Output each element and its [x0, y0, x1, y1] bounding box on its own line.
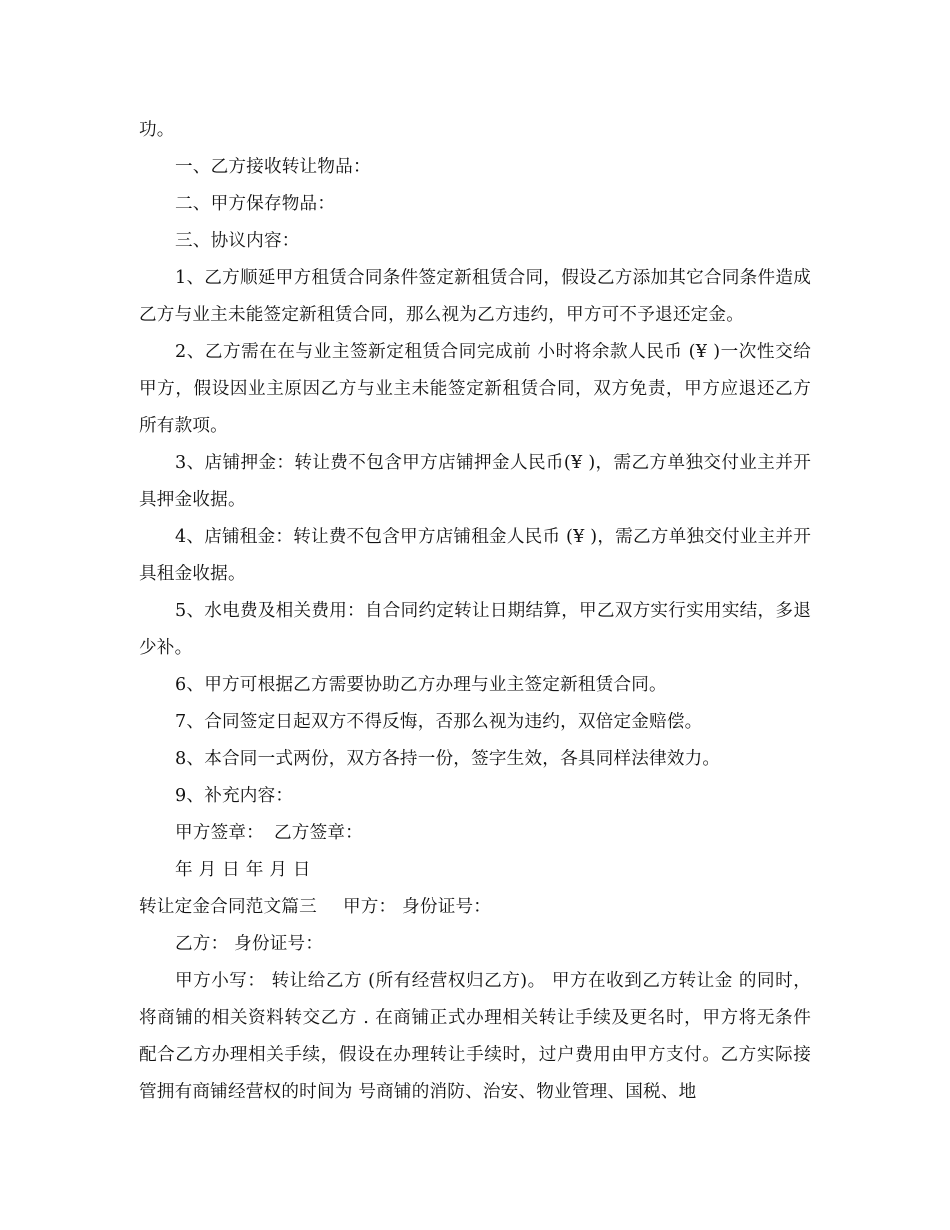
clause-5: 5、水电费及相关费用：自合同约定转让日期结算，甲乙双方实行实用实结，多退少补。: [139, 601, 811, 658]
clause-6: 6、甲方可根据乙方需要协助乙方办理与业主签定新租赁合同。: [175, 675, 667, 695]
section-title: 转让定金合同范文篇三: [139, 897, 317, 917]
section-title-line: [139, 889, 811, 926]
party-b-id-line: 乙方： 身份证号：: [175, 934, 324, 954]
party-a-signature-label: 甲方签章：: [175, 823, 264, 843]
heading-transfer-items: 一、乙方接收转让物品：: [175, 157, 371, 177]
heading-agreement-content: 三、协议内容：: [175, 231, 300, 251]
signature-date-line: 年 月 日 年 月 日: [175, 860, 311, 880]
clause-3: 3、店铺押金：转让费不包含甲方店铺押金人民币(¥ )，需乙方单独交付业主并开具押金收据。: [139, 453, 811, 510]
clause-1: 1、乙方顺延甲方租赁合同条件签定新租赁合同，假设乙方添加其它合同条件造成乙方与业主未能签定新租赁合同，那么视为乙方违约，甲方可不予退还定金。: [139, 268, 811, 325]
clause-9: 9、补充内容：: [175, 786, 294, 806]
party-b-signature-label: 乙方签章：: [273, 823, 363, 843]
clause-8: 8、本合同一式两份，双方各持一份，签字生效，各具同样法律效力。: [175, 749, 721, 769]
clause-4: 4、店铺租金：转让费不包含甲方店铺租金人民币 (¥ )，需乙方单独交付业主并开具租金收据。: [139, 527, 811, 584]
clause-2: 2、乙方需在在与业主签新定租赁合同完成前 小时将余款人民币 (¥ )一次性交给甲方，假设因业主原因乙方与业主未能签定新租赁合同，双方免责，甲方应退还乙方所有款项。: [139, 342, 811, 436]
document-body: [139, 112, 811, 1111]
heading-kept-items: 二、甲方保存物品：: [175, 194, 336, 214]
signature-line: [139, 815, 811, 852]
section-body: 甲方小写： 转让给乙方 (所有经营权归乙方)。 甲方在收到乙方转让金 的同时，将商铺的相关资料转交乙方 . 在商铺正式办理相关转让手续及更名时，甲方将无条件配合乙方办理相关手续，假设在办理转让手续时，过户费用由甲方支付。乙方实际接管拥有商铺经营权的时间为 号商铺的消防、治安、物业管理、国税、地: [139, 971, 811, 1102]
clause-7: 7、合同签定日起双方不得反悔，否那么视为违约，双倍定金赔偿。: [175, 712, 703, 732]
party-a-id-line: 甲方： 身份证号：: [342, 897, 492, 917]
paragraph-continuation: 功。: [139, 120, 175, 140]
